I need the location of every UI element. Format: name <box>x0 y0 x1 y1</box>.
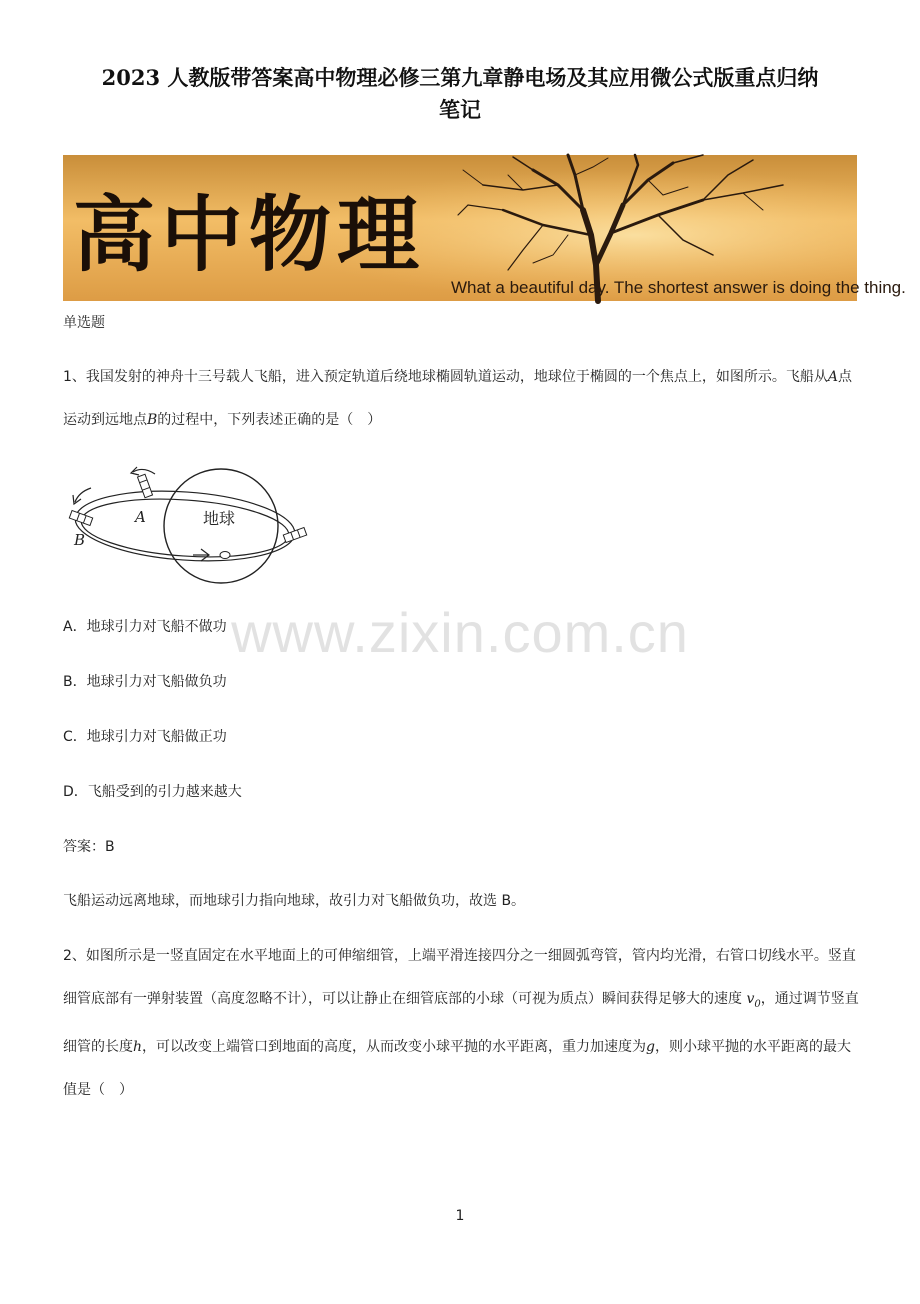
earth-label: 地球 <box>203 509 236 528</box>
explanation: 飞船运动远离地球，而地球引力指向地球，故引力对飞船做负功，故选 B。 <box>63 893 526 909</box>
focus-point <box>220 552 230 559</box>
option-d[interactable]: D．飞船受到的引力越来越大 <box>63 784 242 800</box>
label-b: B <box>74 531 86 549</box>
orbit-outer <box>73 484 297 567</box>
motion-arrow-a <box>133 469 155 474</box>
option-a[interactable]: A．地球引力对飞船不做功 <box>63 619 227 635</box>
option-c[interactable]: C．地球引力对飞船做正功 <box>63 729 227 745</box>
page-number: 1 <box>455 1208 465 1224</box>
question-2-text: 2、如图所示是一竖直固定在水平地面上的可伸缩细管，上端平滑连接四分之一细圆弧弯管，管内均光滑，右管口切线水平。竖直细管底部有一弹射装置（高度忽略不计），可以让静止在细管底部的小球（可视为质点）瞬间获得足够大的速度 $v_0$，通过调节竖直细管的长度h，可以改变上端管口到地面的高度，从而改变小球平抛的水平距离，重力加速度为g，则小球平抛的水平距离的最大值是（ ） <box>63 948 859 1098</box>
banner-slogan: What a beautiful day. The shortest answer is doing the thing. <box>451 278 906 297</box>
orbit-inner <box>79 493 290 563</box>
title-line-2: 笔记 <box>439 97 481 122</box>
answer: 答案：B <box>63 839 115 855</box>
option-b[interactable]: B．地球引力对飞船做负功 <box>63 674 227 690</box>
orbit-diagram <box>63 462 323 591</box>
watermark: www.zixin.com.cn <box>231 601 689 664</box>
document-title <box>40 62 880 126</box>
title-line-1: 2023 人教版带答案高中物理必修三第九章静电场及其应用微公式版重点归纳 <box>101 65 819 90</box>
section-label: 单选题 <box>63 315 105 331</box>
question-1-text: 1、我国发射的神舟十三号载人飞船，进入预定轨道后绕地球椭圆轨道运动，地球位于椭圆的一个焦点上，如图所示。飞船从A点运动到远地点B的过程中，下列表述正确的是（ ） <box>63 369 853 428</box>
label-a: A <box>135 508 146 526</box>
motion-arrow-b <box>75 488 91 502</box>
banner-calligraphy: 高中物理 <box>73 187 426 283</box>
spacecraft-a <box>137 474 152 497</box>
banner-image <box>63 155 906 301</box>
